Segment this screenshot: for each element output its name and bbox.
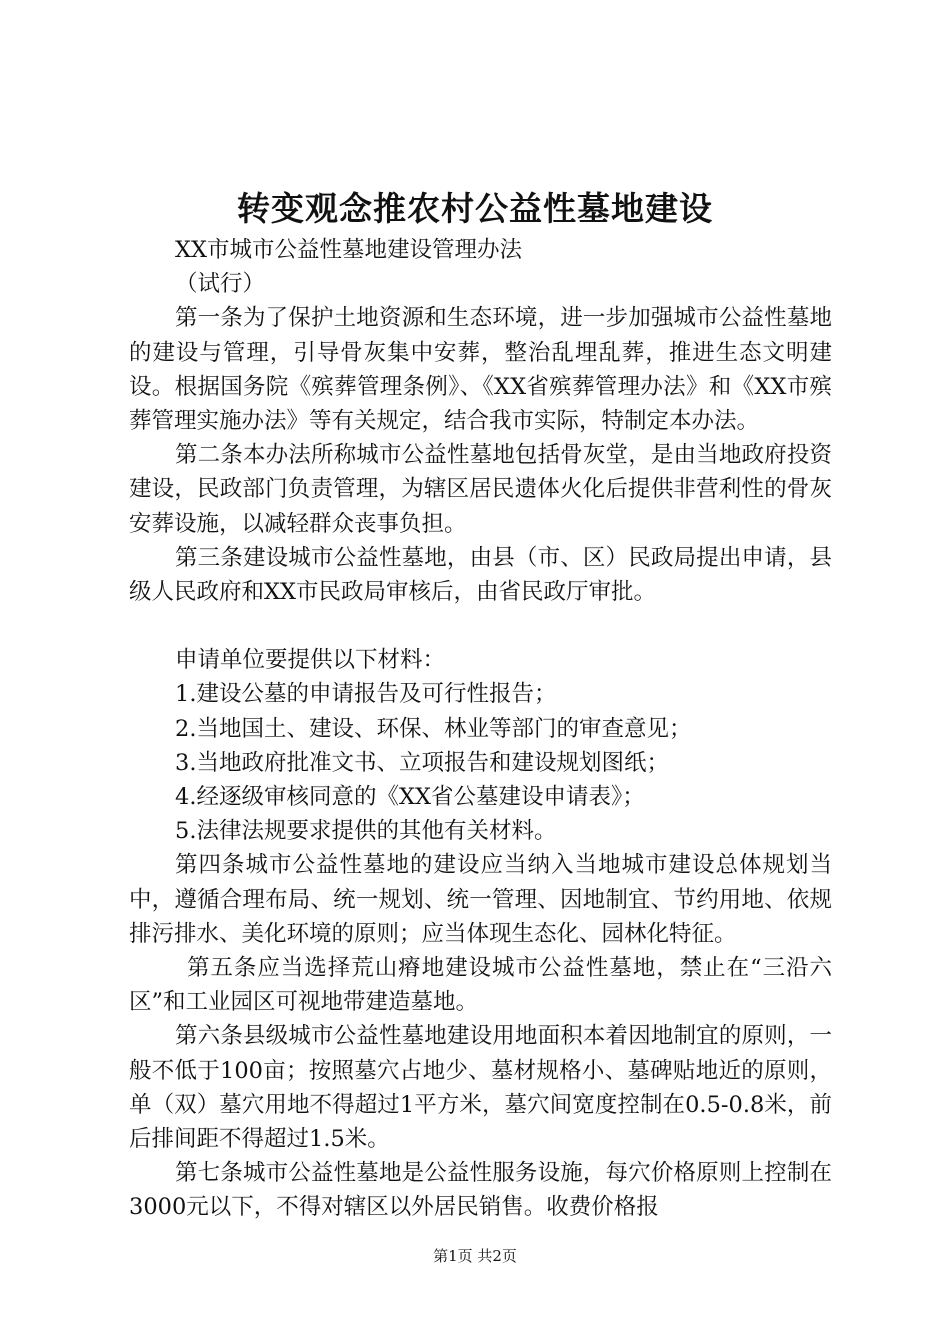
materials-item-5: 5.法律法规要求提供的其他有关材料。 [175, 818, 557, 845]
subtitle-line: XX市城市公益性墓地建设管理办法 [175, 237, 523, 263]
article-6-paragraph: 第六条县级城市公益性墓地建设用地面积本着因地制宜的原则，一般不低于100亩；按照墓穴占地少、墓材规格小、墓碑贴地近的原则，单（双）墓穴用地不得超过1平方米，墓穴间宽度控制在0.5-0.8米，前后排间距不得超过1.5米。 [129, 1023, 832, 1153]
page-title: 转变观念推农村公益性墓地建设 [237, 189, 713, 228]
materials-item-2: 2.当地国土、建设、环保、林业等部门的审查意见； [175, 715, 692, 742]
article-3-paragraph: 第三条建设城市公益性墓地，由县（市、区）民政局提出申请，县级人民政府和XX市民政局审核后，由省民政厅审批。 [129, 544, 832, 606]
blank-line [129, 609, 832, 643]
article-5-paragraph: 第五条应当选择荒山瘠地建设城市公益性墓地，禁止在“三沿六区”和工业园区可视地带建造墓地。 [129, 955, 832, 1016]
page-footer: 第1页 共2页 [433, 1247, 517, 1265]
materials-item-4: 4.经逐级审核同意的《XX省公墓建设申请表》； [175, 784, 645, 811]
subtitle-trial-note: （试行） [175, 271, 266, 298]
materials-heading: 申请单位要提供以下材料： [175, 647, 446, 674]
article-7-paragraph: 第七条城市公益性墓地是公益性服务设施，每穴价格原则上控制在3000元以下，不得对辖区以外居民销售。收费价格报 [129, 1160, 832, 1221]
article-4-paragraph: 第四条城市公益性墓地的建设应当纳入当地城市建设总体规划当中，遵循合理布局、统一规划、统一管理、因地制宜、节约用地、依规排污排水、美化环境的原则；应当体现生态化、园林化特征。 [129, 852, 832, 947]
materials-item-3: 3.当地政府批准文书、立项报告和建设规划图纸； [175, 749, 669, 776]
materials-item-1: 1.建设公墓的申请报告及可行性报告； [175, 681, 557, 708]
document-body [129, 233, 832, 1225]
article-2-paragraph: 第二条本办法所称城市公益性墓地包括骨灰堂，是由当地政府投资建设，民政部门负责管理，为辖区居民遗体火化后提供非营利性的骨灰安葬设施，以减轻群众丧事负担。 [129, 442, 832, 537]
article-1-paragraph: 第一条为了保护土地资源和生态环境，进一步加强城市公益性墓地的建设与管理，引导骨灰集中安葬，整治乱埋乱葬，推进生态文明建设。根据国务院《殡葬管理条例》、《XX省殡葬管理办法》和《XX市殡葬管理实施办法》等有关规定，结合我市实际，特制定本办法。 [129, 305, 832, 435]
